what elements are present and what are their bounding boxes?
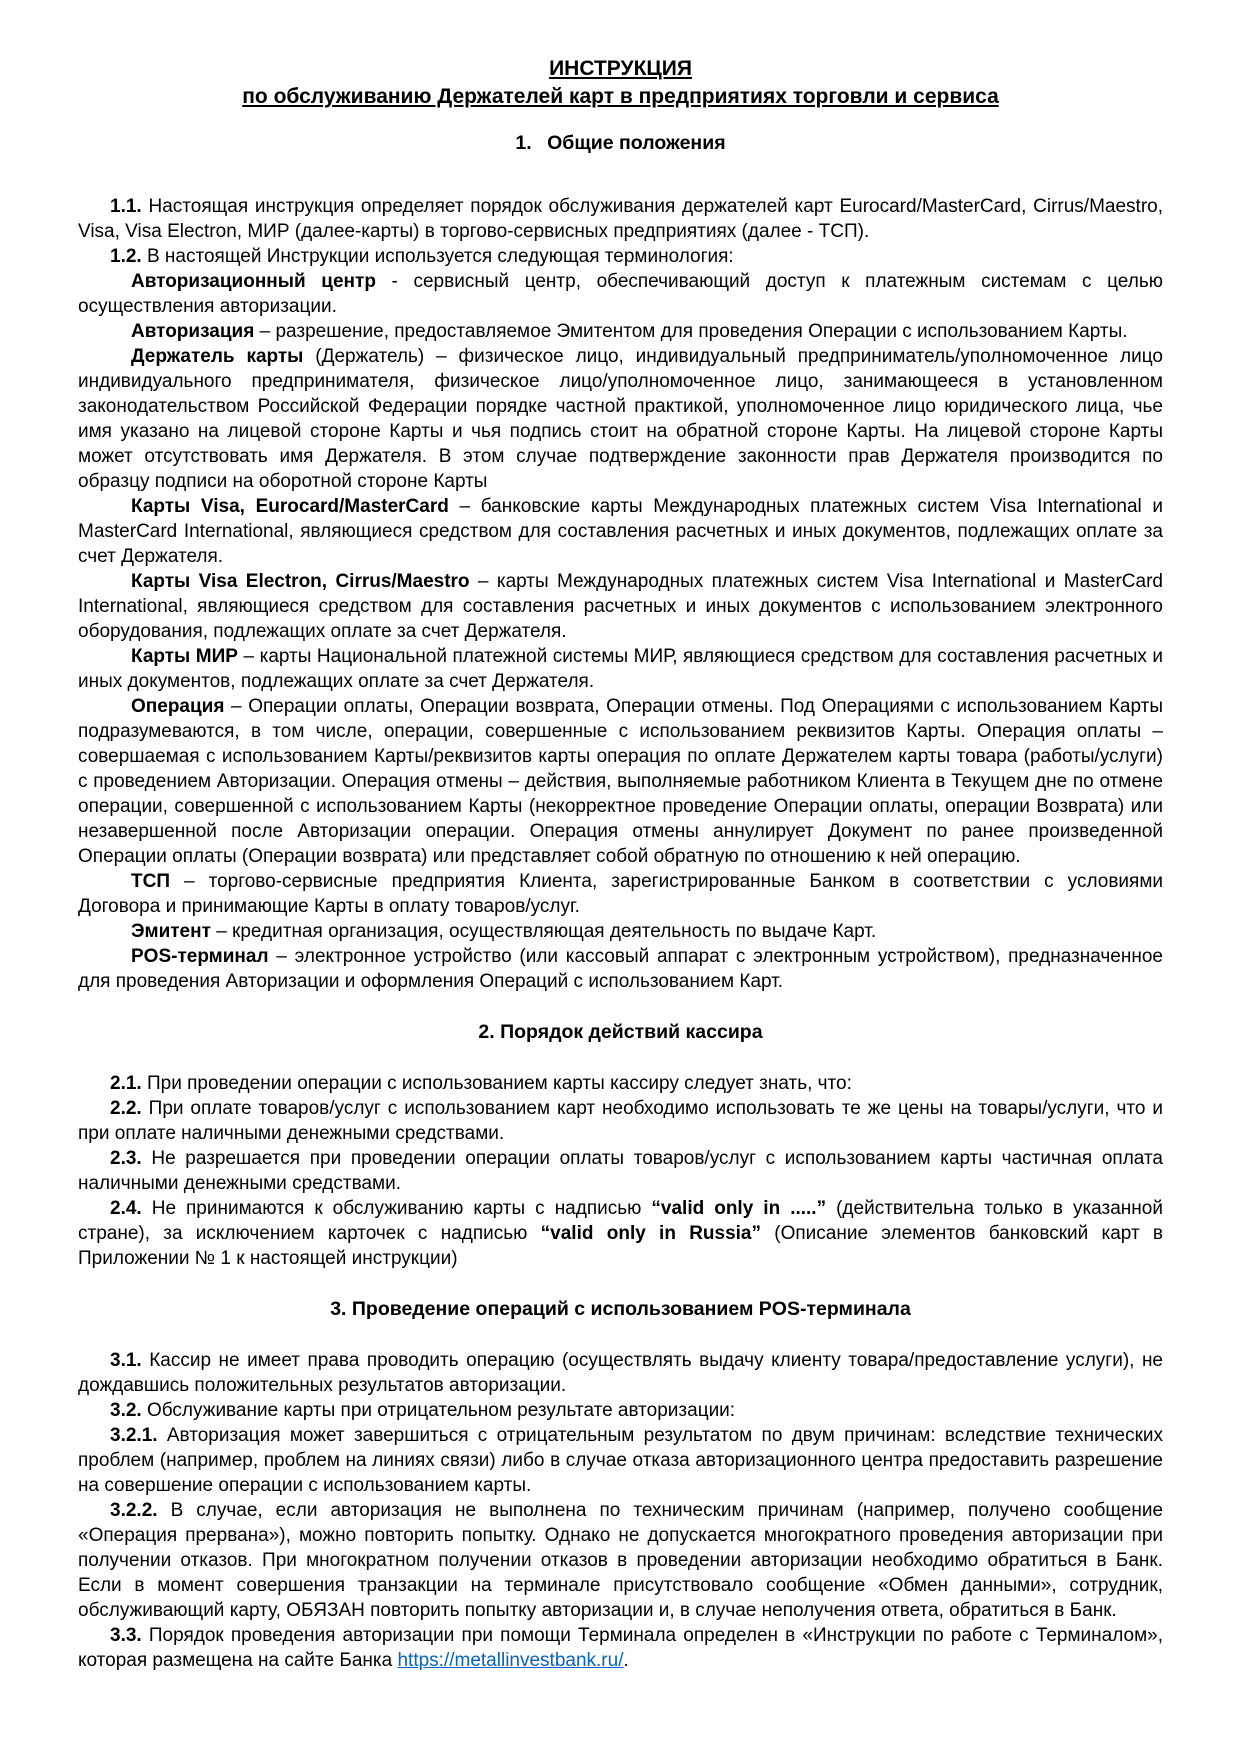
term-cards-mir [78, 644, 1163, 694]
document-title-line2: по обслуживанию Держателей карт в предприятиях торговли и сервиса [242, 85, 999, 108]
term-pos-terminal-definition: – электронное устройство (или кассовый аппарат с электронным устройством), предназначенное для проведения Авторизации и оформления Операций с использованием Карт. [78, 946, 1163, 992]
term-cards-visa-eurocard-mastercard-name: Карты Visa, Eurocard/MasterCard [131, 496, 449, 517]
section-2-heading [78, 1020, 1163, 1045]
term-cardholder-name: Держатель карты [131, 346, 304, 367]
paragraph-2-2 [78, 1096, 1163, 1146]
paragraph-3-2-number: 3.2. [110, 1400, 142, 1421]
paragraph-2-1 [78, 1071, 1163, 1096]
paragraph-3-2-2 [78, 1498, 1163, 1623]
term-authorization [78, 319, 1163, 344]
document-subtitle [78, 83, 1163, 111]
paragraph-3-2-1 [78, 1423, 1163, 1498]
paragraph-1-1 [78, 194, 1163, 244]
paragraph-3-2 [78, 1398, 1163, 1423]
term-cardholder-definition: (Держатель) – физическое лицо, индивидуальный предприниматель/уполномоченное лицо индивидуального предпринимателя, физическое лицо/уполномоченное лицо, занимающееся в установленном законодательством Российской Федерации порядке частной практикой, уполномоченное лицо юридического лица, чье имя указано на лицевой стороне Карты и чья подпись стоит на обратной стороне Карты. На лицевой стороне Карты может отсутствовать имя Держателя. В этом случае подтверждение законности прав Держателя производится по образцу подписи на оборотной стороне Карты [78, 346, 1163, 492]
paragraph-2-4-text-1: Не принимаются к обслуживанию карты с надписью [151, 1198, 642, 1219]
term-tsp-name: ТСП [131, 871, 170, 892]
term-emitent-definition: – кредитная организация, осуществляющая деятельность по выдаче Карт. [216, 921, 877, 942]
section-2-title: Порядок действий кассира [500, 1021, 763, 1043]
term-authorization-name: Авторизация [131, 321, 255, 342]
paragraph-1-2-number: 1.2. [110, 246, 142, 267]
term-cards-visa-electron-cirrus-maestro-name: Карты Visa Electron, Cirrus/Maestro [131, 571, 470, 592]
term-authorization-center-name: Авторизационный центр [131, 271, 376, 292]
section-2-number: 2. [478, 1021, 495, 1043]
paragraph-2-4-number: 2.4. [110, 1198, 142, 1219]
term-tsp [78, 869, 1163, 919]
paragraph-2-1-number: 2.1. [110, 1073, 142, 1094]
paragraph-3-2-2-text: В случае, если авторизация не выполнена по техническим причинам (например, получено сообщение «Операция прервана»), можно повторить попытку. Однако не допускается многократного проведения авторизации при получении отказов. При многократном получении отказов в проведении авторизации необходимо обратиться в Банк. Если в момент совершения транзакции на терминале присутствовало сообщение «Обмен данными», сотрудник, обслуживающий карту, ОБЯЗАН повторить попытку авторизации и, в случае неполучения ответа, обратиться в Банк. [78, 1500, 1164, 1621]
valid-only-in-phrase: “valid only in .....” [651, 1198, 827, 1219]
paragraph-2-3 [78, 1146, 1163, 1196]
paragraph-2-3-number: 2.3. [110, 1148, 142, 1169]
section-1-heading [78, 131, 1163, 156]
term-authorization-center-definition: - сервисный центр, обеспечивающий доступ к платежным системам с целью осуществления авторизации. [78, 271, 1163, 317]
paragraph-3-1-number: 3.1. [110, 1350, 142, 1371]
paragraph-3-2-2-number: 3.2.2. [110, 1500, 158, 1521]
valid-only-in-russia-phrase: “valid only in Russia” [540, 1223, 761, 1244]
paragraph-1-1-text: Настоящая инструкция определяет порядок обслуживания держателей карт Eurocard/MasterCard, Cirrus/Maestro, Visa, Visa Electron, МИР (далее-карты) в торгово-сервисных предприятиях (далее - ТСП). [78, 196, 1163, 242]
section-1-number: 1. [515, 132, 532, 154]
term-cards-visa-eurocard-mastercard-definition: – банковские карты Международных платежных систем Visa International и MasterCard International, являющиеся средством для составления расчетных и иных документов, подлежащих оплате за счет Держателя. [78, 496, 1164, 567]
paragraph-3-2-text: Обслуживание карты при отрицательном результате авторизации: [146, 1400, 736, 1421]
term-cards-mir-definition: – карты Национальной платежной системы МИР, являющиеся средством для составления расчетных и иных документов, подлежащих оплате за счет Держателя. [78, 646, 1164, 692]
document-title [78, 55, 1163, 83]
bank-website-link[interactable]: https://metallinvestbank.ru/ [397, 1650, 624, 1671]
term-cards-visa-eurocard-mastercard [78, 494, 1163, 569]
paragraph-2-2-number: 2.2. [110, 1098, 142, 1119]
term-tsp-definition: – торгово-сервисные предприятия Клиента, зарегистрированные Банком в соответствии с условиями Договора и принимающие Карты в оплату товаров/услуг. [78, 871, 1163, 917]
section-3-heading [78, 1297, 1163, 1322]
term-emitent [78, 919, 1163, 944]
paragraph-3-3-number: 3.3. [110, 1625, 142, 1646]
paragraph-3-1 [78, 1348, 1163, 1398]
term-pos-terminal [78, 944, 1163, 994]
term-authorization-center [78, 269, 1163, 319]
paragraph-2-4-text-3: (Описание элементов банковский карт в Приложении № 1 к настоящей инструкции) [78, 1223, 1164, 1269]
term-operation-name: Операция [131, 696, 225, 717]
term-cards-mir-name: Карты МИР [131, 646, 238, 667]
paragraph-3-2-1-number: 3.2.1. [110, 1425, 158, 1446]
section-3-number: 3. [330, 1298, 347, 1320]
term-operation [78, 694, 1163, 869]
section-3-title: Проведение операций с использованием POS-терминала [351, 1298, 911, 1320]
paragraph-3-3-text-2: . [623, 1650, 629, 1671]
paragraph-2-1-text: При проведении операции с использованием карты кассиру следует знать, что: [146, 1073, 852, 1094]
document-title-line1: ИНСТРУКЦИЯ [549, 57, 692, 80]
paragraph-3-3-text-1: Порядок проведения авторизации при помощи Терминала определен в «Инструкции по работе с Терминалом», которая размещена на сайте Банка [78, 1625, 1164, 1671]
section-1-title: Общие положения [547, 132, 726, 154]
paragraph-3-2-1-text: Авторизация может завершиться с отрицательным результатом по двум причинам: вследствие технических проблем (например, проблем на линиях связи) либо в случае отказа авторизационного центра предоставить разрешение на совершение операции с использованием карты. [78, 1425, 1163, 1496]
paragraph-1-2 [78, 244, 1163, 269]
paragraph-2-3-text: Не разрешается при проведении операции оплаты товаров/услуг с использованием карты частичная оплата наличными денежными средствами. [78, 1148, 1163, 1194]
term-emitent-name: Эмитент [131, 921, 211, 942]
paragraph-2-4 [78, 1196, 1163, 1271]
term-cardholder [78, 344, 1163, 494]
term-cards-visa-electron-cirrus-maestro [78, 569, 1163, 644]
paragraph-3-1-text: Кассир не имеет права проводить операцию (осуществлять выдачу клиенту товара/предоставление услуги), не дождавшись положительных результатов авторизации. [78, 1350, 1163, 1396]
term-authorization-definition: – разрешение, предоставляемое Эмитентом для проведения Операции с использованием Карты. [259, 321, 1128, 342]
paragraph-2-4-text-2: (действительна только в указанной стране), за исключением карточек с надписью [78, 1198, 1163, 1244]
term-pos-terminal-name: POS-терминал [131, 946, 269, 967]
paragraph-3-3 [78, 1623, 1163, 1673]
term-operation-definition: – Операции оплаты, Операции возврата, Операции отмены. Под Операциями с использованием Карты подразумеваются, в том числе, операции, совершенные с использованием реквизитов Карты. Операция оплаты – совершаемая с использованием Карты/реквизитов карты операция по оплате Держателем карты товара (работы/услуги) с проведением Авторизации. Операция отмены – действия, выполняемые работником Клиента в Текущем дне по отмене операции, совершенной с использованием Карты (некорректное проведение Операции оплаты, операции Возврата) или незавершенной после Авторизации операции. Операция отмены аннулирует Документ по ранее произведенной Операции оплаты (Операции возврата) или представляет собой обратную по отношению к ней операцию. [78, 696, 1163, 867]
paragraph-1-2-text: В настоящей Инструкции используется следующая терминология: [146, 246, 734, 267]
paragraph-1-1-number: 1.1. [110, 196, 142, 217]
paragraph-2-2-text: При оплате товаров/услуг с использованием карт необходимо использовать те же цены на товары/услуги, что и при оплате наличными денежными средствами. [78, 1098, 1163, 1144]
term-cards-visa-electron-cirrus-maestro-definition: – карты Международных платежных систем Visa International и MasterCard International, являющиеся средством для составления расчетных и иных документов с использованием электронного оборудования, подлежащих оплате за счет Держателя. [78, 571, 1163, 642]
